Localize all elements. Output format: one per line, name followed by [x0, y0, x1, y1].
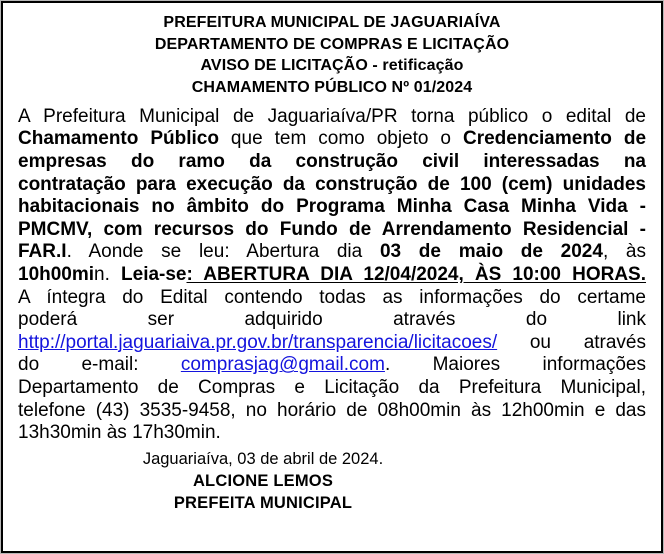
body-line-11: [18, 332, 646, 355]
text-segment: telefone (43) 3535-9458, no horário de 08h00min às 12h00min e das: [18, 399, 646, 421]
text-segment: : ABERTURA DIA 12/04/2024, ÀS 10:00 HORAS.: [186, 263, 647, 285]
text-segment: contratação para execução da construção de 100 (cem) unidades: [18, 173, 646, 195]
text-segment: , às: [602, 241, 647, 263]
text-segment: . Aonde se leu: Abertura dia: [66, 241, 380, 263]
body-line-4: [18, 174, 646, 197]
text-segment: Leia-se: [121, 263, 187, 285]
header-line-3: AVISO DE LICITAÇÃO - retificação: [200, 57, 464, 75]
body-line-10: [18, 309, 646, 332]
body-line-5: [18, 196, 646, 219]
text-segment: Chamamento Público: [18, 128, 219, 150]
body-line-15: [18, 422, 646, 445]
body-line-1: [18, 106, 646, 129]
notice-header: [18, 12, 646, 99]
body-line-13: [18, 377, 646, 400]
body-line-7: [18, 241, 646, 264]
text-segment: A Prefeitura Municipal de Jaguariaíva/PR torna público o edital de: [18, 105, 646, 127]
body-line-12: [18, 354, 646, 377]
text-segment: Departamento de Compras e Licitação da Prefeitura Municipal,: [18, 376, 646, 398]
text-segment: Credenciamento de: [462, 128, 647, 150]
text-segment: habitacionais no âmbito do Programa Minha Casa Minha Vida -: [18, 196, 646, 218]
date-line: Jaguariaíva, 03 de abril de 2024.: [142, 449, 384, 468]
text-segment: . Maiores informações: [384, 354, 646, 376]
email-link[interactable]: comprasjag@gmail.com: [180, 354, 385, 376]
body-line-2: [18, 128, 646, 151]
text-segment: n.: [94, 263, 122, 285]
text-segment: do e-mail:: [18, 354, 181, 376]
text-segment: poderá ser adquirido através do link: [18, 309, 646, 331]
body-line-6: [18, 219, 646, 242]
body-line-9: [18, 287, 646, 310]
text-segment: empresas do ramo da construção civil interessadas na: [18, 151, 646, 172]
text-segment: FAR.I: [18, 241, 67, 263]
portal-transparencia-link[interactable]: http://portal.jaguariaiva.pr.gov.br/transparencia/licitacoes/: [18, 331, 498, 353]
text-segment: 13h30min às 17h30min.: [18, 422, 221, 444]
signature-title: PREFEITA MUNICIPAL: [173, 493, 353, 512]
text-segment: A íntegra do Edital contendo todas as informações do certame: [18, 286, 646, 308]
notice-body: [18, 106, 646, 445]
header-line-1: PREFEITURA MUNICIPAL DE JAGUARIAÍVA: [163, 14, 501, 31]
body-line-3: [18, 151, 646, 174]
text-segment: 03 de maio de 2024: [379, 241, 603, 263]
text-segment: PMCMV, com recursos do Fundo de Arrendamento Residencial -: [18, 218, 646, 240]
header-line-4: CHAMAMENTO PÚBLICO Nº 01/2024: [191, 79, 473, 97]
body-line-14: [18, 400, 646, 423]
header-line-2: DEPARTAMENTO DE COMPRAS E LICITAÇÃO: [154, 35, 510, 53]
signature-block: [18, 448, 508, 514]
body-line-8: [18, 264, 646, 287]
signature-name: ALCIONE LEMOS: [192, 471, 334, 490]
notice-sheet-border: [1, 1, 663, 553]
text-segment: que tem como objeto o: [218, 128, 463, 150]
text-segment: 10h00mi: [18, 263, 95, 285]
text-segment: ou através: [497, 331, 646, 353]
